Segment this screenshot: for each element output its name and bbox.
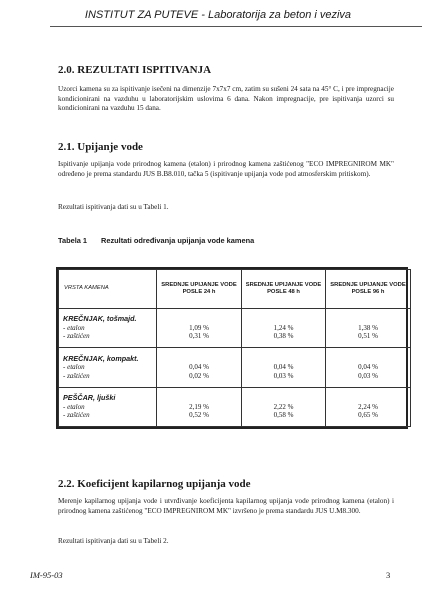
etalon-value: 1,24 % [273, 323, 294, 332]
etalon-value: 2,19 % [189, 402, 209, 411]
column-header: VRSTA KAMENA [59, 270, 157, 309]
table1-caption [58, 236, 254, 245]
value-cell [242, 309, 326, 348]
protected-value: 0,65 % [358, 411, 378, 420]
document-code: IM-95-03 [30, 570, 63, 580]
etalon-value: 2,24 % [358, 402, 378, 411]
etalon-label: - etalon [63, 323, 85, 332]
value-cell [242, 387, 326, 426]
table-row [59, 309, 411, 348]
subsection-heading-2-1: 2.1. Upijanje vode [58, 141, 143, 153]
header-divider [50, 26, 422, 27]
protected-value: 0,51 % [358, 332, 378, 341]
value-cell [157, 309, 242, 348]
value-cell [326, 309, 411, 348]
table1-number: Tabela 1 [58, 236, 88, 245]
stone-name: KREČNJAK, kompakt. [63, 353, 139, 363]
protected-label: - zaštićen [63, 371, 90, 380]
protected-value: 0,52 % [189, 411, 209, 420]
protected-label: - zaštićen [63, 332, 90, 341]
table-header-row [59, 270, 411, 309]
table-row [59, 387, 411, 426]
page-number: 3 [386, 570, 391, 580]
table-row [59, 348, 411, 387]
intro-paragraph: Uzorci kamena su za ispitivanje isečeni na dimenzije 7x7x7 cm, zatim su sušeni 24 sata na 45° C, i pre impregnacije kondicionirani na vazduhu u laboratorijskim uslovima 6 dana. Nakon impregnacije, pre ispitivanja uzorci su kondicionirani na vazduhu 15 dana. [58, 85, 394, 113]
etalon-label: - etalon [63, 363, 85, 372]
table1-title: Rezultati određivanja upijanja vode kamena [101, 236, 255, 245]
protected-value: 0,38 % [273, 332, 294, 341]
stone-name: PEŠČAR, ljuški [63, 392, 116, 402]
stone-cell [59, 387, 157, 426]
stone-name: KREČNJAK, tošmajd. [63, 314, 137, 324]
etalon-value: 1,38 % [358, 323, 378, 332]
column-header: SREDNJE UPIJANJE VODE POSLE 48 h [242, 270, 326, 309]
table1-reference: Rezultati ispitivanja dati su u Tabeli 1. [58, 203, 169, 211]
value-cell [326, 348, 411, 387]
etalon-value: 0,04 % [189, 363, 209, 372]
protected-value: 0,03 % [358, 371, 378, 380]
etalon-value: 0,04 % [358, 363, 378, 372]
protected-label: - zaštićen [63, 411, 90, 420]
value-cell [242, 348, 326, 387]
stone-cell [59, 348, 157, 387]
table1 [56, 267, 408, 429]
value-cell [157, 348, 242, 387]
capillary-absorption-paragraph: Merenje kapilarnog upijanja vode i utvrđivanje koeficijenta kapilarnog upijanja vode prirodnog kamena (etalon) i prirodnog kamena zaštićenog "ECO IMPREGNIROM MK" izvršeno je prema standardu JUS U.M8.300. [58, 497, 394, 515]
section-heading: 2.0. REZULTATI ISPITIVANJA [58, 64, 212, 76]
etalon-label: - etalon [63, 402, 85, 411]
stone-cell [59, 309, 157, 348]
protected-value: 0,31 % [189, 332, 209, 341]
etalon-value: 0,04 % [273, 363, 294, 372]
protected-value: 0,03 % [273, 371, 294, 380]
subsection-heading-2-2: 2.2. Koeficijent kapilarnog upijanja vode [58, 478, 251, 490]
table2-reference: Rezultati ispitivanja dati su u Tabeli 2. [58, 537, 169, 545]
etalon-value: 1,09 % [189, 323, 209, 332]
protected-value: 0,02 % [189, 371, 209, 380]
protected-value: 0,58 % [273, 411, 294, 420]
value-cell [326, 387, 411, 426]
page-header: INSTITUT ZA PUTEVE - Laboratorija za beton i veziva [84, 9, 352, 21]
etalon-value: 2,22 % [273, 402, 294, 411]
value-cell [157, 387, 242, 426]
column-header: SREDNJE UPIJANJE VODE POSLE 96 h [326, 270, 411, 309]
water-absorption-paragraph: Ispitivanje upijanja vode prirodnog kamena (etalon) i prirodnog kamena zaštićenog "ECO IMPREGNIROM MK" određeno je prema standardu JUS B.B8.010, tačka 5 (ispitivanje upijanja vode pod atmosferskim pritiskom). [58, 160, 394, 178]
column-header: SREDNJE UPIJANJE VODE POSLE 24 h [157, 270, 242, 309]
